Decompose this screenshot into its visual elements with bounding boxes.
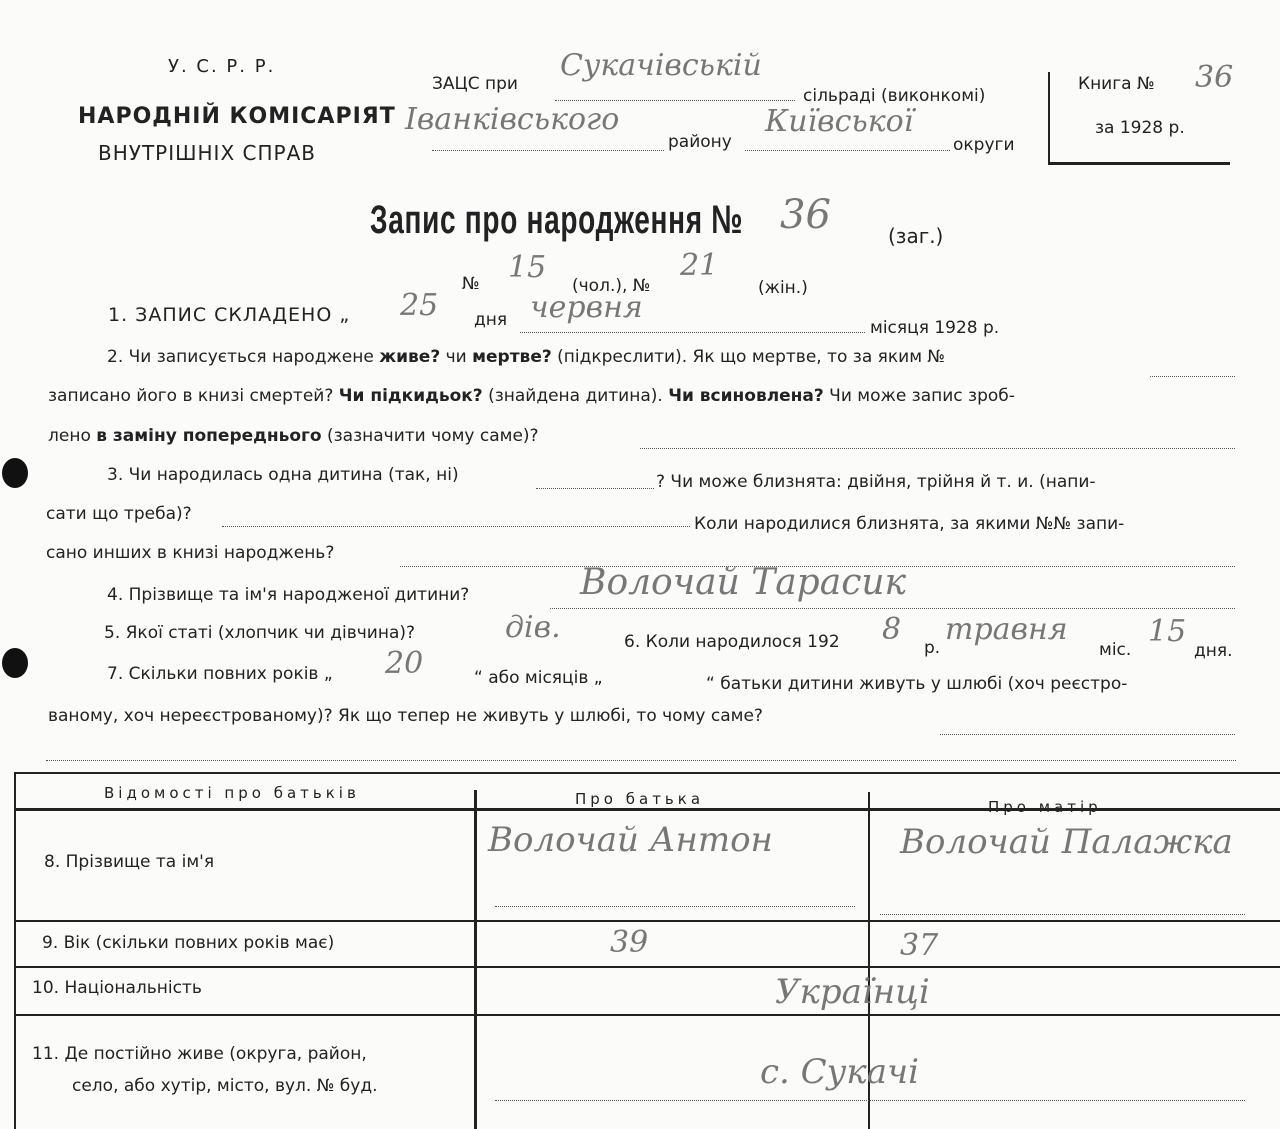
column-header-parents: Відомості про батьків: [104, 784, 360, 802]
q2-text: записано його в книзі смертей?: [48, 386, 339, 406]
country-label: У. С. Р. Р.: [168, 56, 276, 77]
q2-replacement: в заміну попереднього: [96, 426, 322, 446]
ministry-line2: ВНУТРІШНІХ СПРАВ: [98, 141, 316, 165]
female-suffix: (жін.): [758, 278, 808, 298]
child-sex: дів.: [505, 610, 561, 645]
column-header-mother: Про матір: [988, 798, 1102, 816]
q6-dnia: дня.: [1194, 641, 1233, 661]
row-label-name: 8. Прізвище та ім'я: [44, 852, 215, 872]
okruha-value: Київської: [765, 104, 914, 139]
record-number: 36: [780, 192, 831, 238]
q2-adopted: Чи всиновлена?: [668, 386, 824, 406]
q4-label: 4. Прізвище та ім'я народженої дитини?: [107, 585, 470, 605]
q2-text: чи: [440, 347, 473, 367]
row-label-residence: село, або хутір, місто, вул. № буд.: [72, 1076, 378, 1096]
punch-hole: [2, 458, 28, 488]
q1-day-label: дня: [474, 310, 508, 330]
q2-text: (зазначити чому саме)?: [321, 426, 539, 446]
q7-text: ваному, хоч нереєстрованому)? Як що тепер не живуть у шлюбі, то чому саме?: [48, 706, 763, 726]
male-suffix: (чол.), №: [572, 276, 651, 296]
q3-text: Коли народилися близнята, за якими №№ запи-: [694, 514, 1125, 534]
raion-value: Іванківського: [405, 102, 620, 137]
birth-day: 15: [1148, 614, 1187, 649]
q1-month: червня: [530, 290, 643, 325]
raion-label: району: [668, 132, 732, 152]
title-suffix: (заг.): [888, 224, 944, 248]
birth-month: травня: [945, 612, 1068, 647]
book-label: Книга №: [1078, 74, 1155, 94]
village-council-value: Сукачівській: [560, 48, 762, 83]
q1-label: 1. ЗАПИС СКЛАДЕНО „: [108, 304, 351, 326]
q7-text: “ батьки дитини живуть у шлюбі (хоч реєстро-: [706, 674, 1128, 694]
q7-text: 7. Скільки повних років „: [107, 664, 333, 684]
row-label-residence: 11. Де постійно живе (округа, район,: [32, 1044, 367, 1064]
father-age: 39: [610, 925, 649, 960]
marriage-years: 20: [385, 646, 424, 681]
zags-label: ЗАЦС при: [432, 74, 518, 94]
okruha-label: округи: [953, 135, 1015, 155]
ministry-line1: НАРОДНІЙ КОМІСАРІЯТ: [78, 104, 396, 129]
residence-value: с. Сукачі: [760, 1052, 919, 1092]
book-number: 36: [1195, 60, 1234, 95]
q7-text: “ або місяців „: [474, 668, 603, 688]
q2-text: (знайдена дитина).: [482, 386, 669, 406]
q2-alive: живе?: [379, 347, 441, 367]
row-label-nationality: 10. Національність: [32, 978, 202, 998]
q6-label: 6. Коли народилося 192: [624, 632, 840, 652]
q6-r: р.: [924, 638, 941, 658]
punch-hole: [2, 648, 28, 678]
year-label: за 1928 р.: [1095, 118, 1185, 138]
male-number-value: 15: [508, 250, 547, 285]
q3-text: 3. Чи народилась одна дитина (так, ні): [107, 465, 459, 485]
nationality-value: Українці: [775, 972, 930, 1012]
q1-day: 25: [400, 288, 439, 323]
female-number-value: 21: [680, 248, 719, 283]
q1-end: місяця 1928 р.: [870, 318, 1000, 338]
q2-foundling: Чи підкидьок?: [338, 386, 483, 406]
document-title: Запис про народження №: [370, 198, 744, 242]
q2-text: (підкреслити). Як що мертве, то за яким №: [551, 347, 946, 367]
birth-year-digit: 8: [882, 612, 902, 647]
mother-name: Волочай Палажка: [900, 822, 1233, 862]
column-header-father: Про батька: [575, 790, 705, 808]
q5-label: 5. Якої статі (хлопчик чи дівчина)?: [104, 623, 416, 643]
q2-text: Чи може запис зроб-: [823, 386, 1015, 406]
mother-age: 37: [900, 928, 939, 963]
father-name: Волочай Антон: [488, 820, 773, 860]
child-name: Волочай Тарасик: [580, 562, 907, 603]
village-council-label: сільраді (виконкомі): [803, 86, 986, 106]
q3-text: сано инших в книзі народжень?: [46, 543, 335, 563]
male-number-label: №: [462, 274, 480, 294]
q2-dead: мертве?: [472, 347, 552, 367]
q3-text: сати що треба)?: [46, 504, 192, 524]
q3-text: ? Чи може близнята: двійня, трійня й т. и. (напи-: [656, 472, 1096, 492]
q2-text: лено: [48, 426, 97, 446]
q2-text: 2. Чи записується народжене: [107, 347, 380, 367]
row-label-age: 9. Вік (скільки повних років має): [42, 933, 335, 953]
q6-mis: міс.: [1099, 640, 1132, 660]
